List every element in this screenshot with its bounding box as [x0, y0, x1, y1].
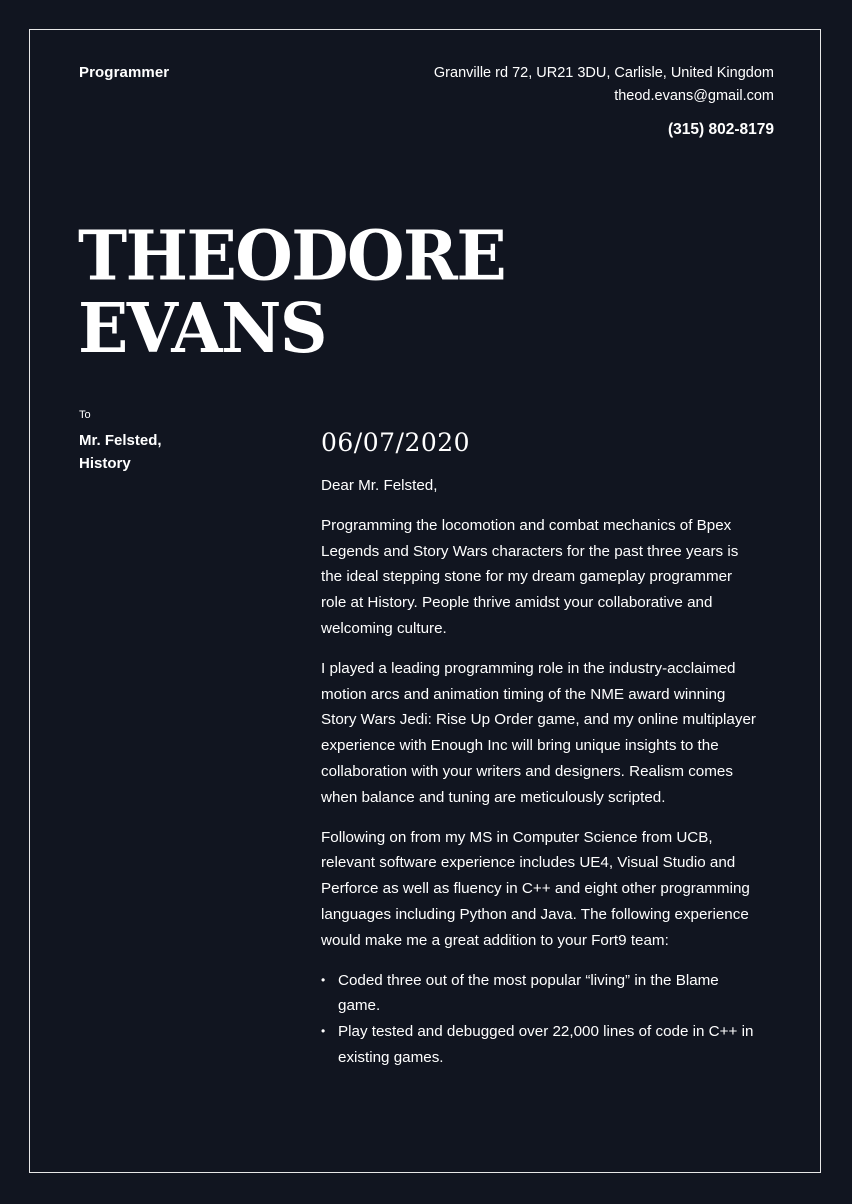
experience-list	[321, 968, 761, 1071]
list-item-text: Coded three out of the most popular “living” in the Blame game.	[338, 971, 719, 1015]
address: Granville rd 72, UR21 3DU, Carlisle, United Kingdom	[433, 65, 774, 81]
last-name: EVANS	[78, 287, 327, 369]
email: theod.evans@gmail.com	[614, 88, 774, 104]
salutation: Dear Mr. Felsted,	[321, 477, 438, 494]
letter-date: 06/07/2020	[321, 428, 471, 457]
to-label: To	[79, 409, 91, 421]
paragraph-1: Programming the locomotion and combat mechanics of Bpex Legends and Story Wars characters for the past three years is the ideal stepping stone for my dream gameplay programmer role at History. People thrive amidst your collaborative and welcoming culture.	[321, 516, 739, 637]
letter-body	[321, 426, 761, 1071]
list-item-text: Play tested and debugged over 22,000 lines of code in C++ in existing games.	[338, 1023, 754, 1066]
recipient-company: History	[79, 455, 131, 472]
contact-block	[434, 62, 774, 141]
bullet-icon: •	[321, 972, 326, 987]
recipient-name: Mr. Felsted,	[79, 432, 162, 449]
list-item	[321, 968, 761, 1020]
list-item	[321, 1019, 761, 1071]
bullet-icon: •	[321, 1024, 326, 1039]
recipient-block	[79, 429, 162, 475]
phone-number: (315) 802-8179	[668, 121, 774, 138]
applicant-name	[78, 214, 506, 369]
paragraph-3: Following on from my MS in Computer Science from UCB, relevant software experience includes UE4, Visual Studio and Perforce as well as fluency in C++ and eight other programming languages including Python and Java. The following experience would make me a great addition to your Fort9 team:	[321, 828, 750, 949]
first-name: THEODORE	[78, 214, 506, 296]
paragraph-2: I played a leading programming role in the industry-acclaimed motion arcs and animation timing of the NME award winning Story Wars Jedi: Rise Up Order game, and my online multiplayer experience with Enough Inc will bring unique insights to the collaboration with your writers and designers. Realism comes when balance and tuning are meticulously scripted.	[321, 659, 756, 806]
job-role: Programmer	[79, 64, 170, 81]
